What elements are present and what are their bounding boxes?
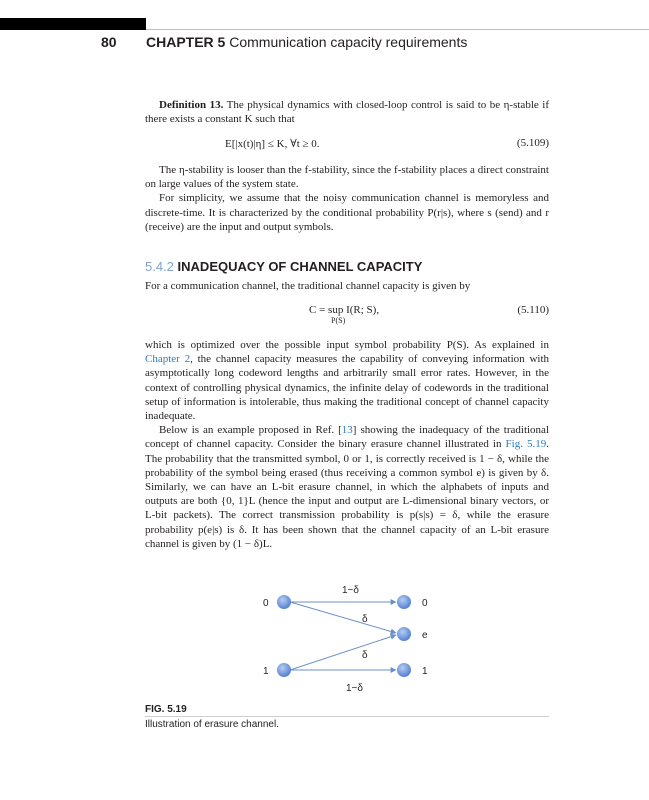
definition-label: Definition 13. <box>159 99 224 111</box>
paragraph-eta-stability: The η-stability is looser than the f-stability, since the f-stability places a direct constraint on large values of the system state. <box>145 164 549 191</box>
chapter-label: CHAPTER 5 <box>146 34 226 50</box>
input-node-0 <box>277 595 291 609</box>
definition-text: The physical dynamics with closed-loop control is said to be η-stable if there exists a constant K such that <box>145 99 549 126</box>
chapter-2-link[interactable]: Chapter 2 <box>145 353 191 366</box>
arrow-0-to-e <box>290 602 396 633</box>
section-title: INADEQUACY OF CHANNEL CAPACITY <box>177 259 423 274</box>
chapter-title: Communication capacity requirements <box>229 34 468 50</box>
prob-label-delta-lower: δ <box>362 650 368 661</box>
input-label-1: 1 <box>263 666 269 677</box>
prob-label-top: 1−δ <box>342 585 359 596</box>
text-run: , the channel capacity measures the capability of conveying information with asymptotically long codeword lengths and arbitrarily small error rates. However, in the context of controlling physical dynamics, the infinite delay of codewords in the traditional setup of information is intolerable, thus making the traditional concept of channel capacity inadequate. <box>145 353 549 423</box>
output-label-1: 1 <box>422 666 428 677</box>
output-node-0 <box>397 595 411 609</box>
input-node-1 <box>277 663 291 677</box>
text-run: ] showing the inadequacy of the traditional concept of channel capacity. Consider the binary erasure channel illustrated in <box>145 424 549 451</box>
page-number: 80 <box>101 34 117 50</box>
output-label-e: e <box>422 630 428 641</box>
equation-subscript: P(S) <box>331 316 346 325</box>
prob-label-bottom: 1−δ <box>346 683 363 694</box>
equation-number: (5.109) <box>516 137 549 149</box>
output-label-0: 0 <box>422 598 428 609</box>
figure-5-19-link[interactable]: Fig. 5.19 <box>505 438 547 451</box>
equation-number: (5.110) <box>517 304 549 316</box>
figure-caption: Illustration of erasure channel. <box>145 719 279 730</box>
reference-13-link[interactable]: 13 <box>341 424 353 437</box>
figure-rule <box>145 716 549 717</box>
arrow-1-to-e <box>290 635 396 670</box>
text-run: Below is an example proposed in Ref. [ <box>159 424 342 437</box>
figure-label: FIG. 5.19 <box>145 704 187 715</box>
equation-expression: E[|x(t)|η] ≤ K, ∀t ≥ 0. <box>225 138 320 150</box>
output-node-e <box>397 627 411 641</box>
output-node-1 <box>397 663 411 677</box>
text-run: which is optimized over the possible input symbol probability P(S). As explained in <box>145 339 549 351</box>
text-run: . The probability that the transmitted symbol, 0 or 1, is correctly received is 1 − δ, while the probability of the symbol being erased (thus receiving a common symbol e) is given by δ. Similarly, we can have an L-bit erasure channel, in which the alphabets of inputs and outputs are both {0, 1}L (hence the input and output are L-dimensional binary vectors, or L-bit packets). The correct transmission probability is p(s|s) = δ, while the erasure probability p(e|s) is δ. It has been shown that the channel capacity of an L-bit erasure channel is given by (1 − δ)L. <box>145 438 549 550</box>
prob-label-delta-upper: δ <box>362 614 368 625</box>
paragraph-channel-model: For simplicity, we assume that the noisy communication channel is memoryless and discrete-time. It is characterized by the conditional probability P(r|s), where s (send) and r (receive) are the input and output symbols. <box>145 192 549 233</box>
paragraph-capacity-text: For a communication channel, the traditional channel capacity is given by <box>145 280 471 292</box>
equation-expression: C = sup I(R; S), <box>309 304 380 316</box>
section-number: 5.4.2 <box>145 259 174 274</box>
input-label-0: 0 <box>263 598 269 609</box>
